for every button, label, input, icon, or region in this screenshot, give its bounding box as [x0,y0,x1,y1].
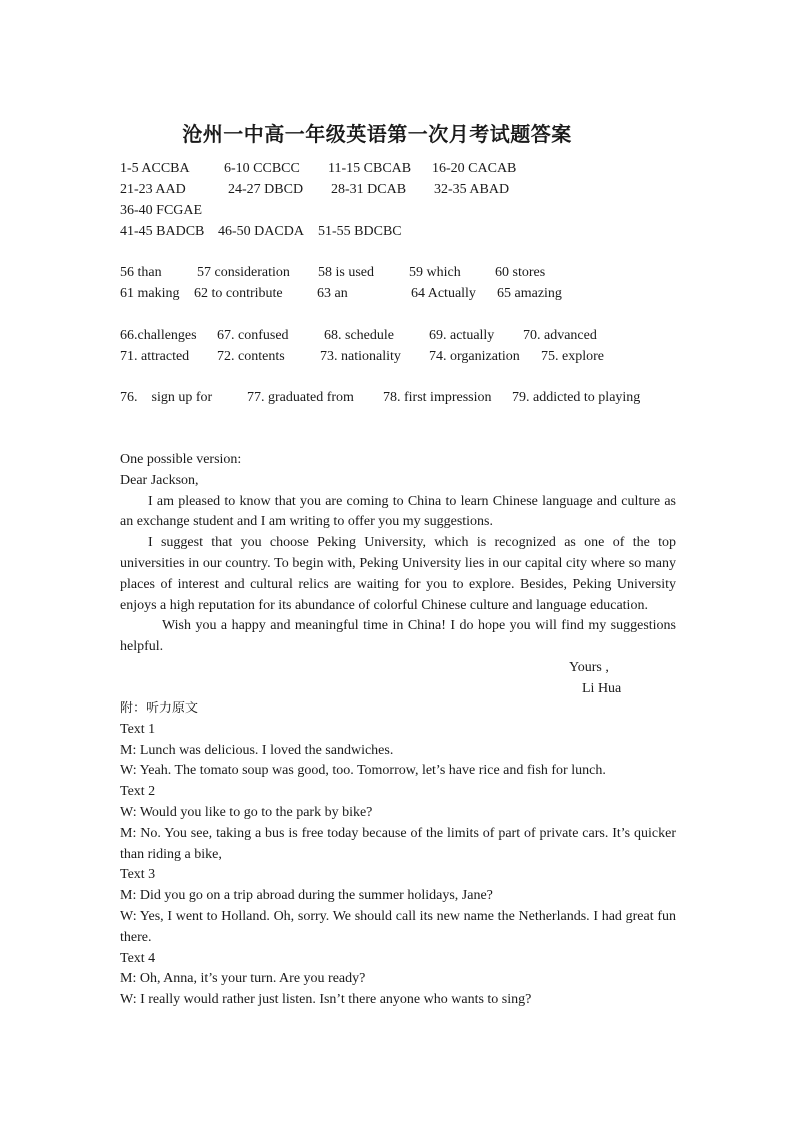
answer-item: 41-45 BADCB [120,224,205,239]
answer-item: 16-20 CACAB [432,161,517,176]
answer-item: 51-55 BDCBC [318,224,402,239]
transcript-line: W: Would you like to go to the park by bike? [120,804,373,820]
answer-item: 1-5 ACCBA [120,161,190,176]
answer-item: 65 amazing [497,286,562,301]
answer-item: 70. advanced [523,328,597,343]
answer-item: 63 an [317,286,348,301]
essay-greeting: Dear Jackson, [120,472,199,488]
answer-item: 24-27 DBCD [228,182,304,197]
transcript-line: W: Yeah. The tomato soup was good, too. Tomorrow, let’s have rice and fish for lunch. [120,763,606,779]
answer-item: 62 to contribute [194,286,283,301]
transcript-line: M: Lunch was delicious. I loved the sandwiches. [120,742,394,758]
answer-item: 72. contents [217,349,285,364]
answer-item: 67. confused [217,328,289,343]
essay-closing: Yours , [569,660,609,675]
answer-item: 64 Actually [411,286,476,301]
answer-item: 36-40 FCGAE [120,203,203,218]
transcript-line: W: I really would rather just listen. Isn’t there anyone who wants to sing? [120,992,532,1008]
answer-item: 59 which [409,265,461,280]
answer-item: 21-23 AAD [120,182,186,197]
answer-item: 78. first impression [383,390,492,405]
transcript-label: Text 4 [120,950,156,966]
answer-item: 11-15 CBCAB [328,161,412,176]
answer-item: 69. actually [429,328,495,343]
answer-item: 46-50 DACDA [218,224,304,239]
answer-item: 73. nationality [320,349,401,364]
sample-essay [120,450,676,658]
transcript-label: Text 1 [120,721,156,737]
answer-item: 56 than [120,265,162,280]
answer-item: 6-10 CCBCC [224,161,300,176]
transcript-line: M: No. You see, taking a bus is free today because of the limits of part of private cars. It’s quicker than riding a bike, [120,825,676,862]
answer-item: 61 making [120,286,180,301]
answer-item: 60 stores [495,265,546,280]
essay-paragraph: I am pleased to know that you are coming to China to learn Chinese language and culture as an exchange student and I am writing to offer you my suggestions. [120,493,676,530]
essay-intro: One possible version: [120,452,242,467]
answer-item: 66.challenges [120,328,197,343]
essay-paragraph: I suggest that you choose Peking University, which is recognized as one of the top universities in our country. To begin with, Peking University lies in our capital city where so many places of interest and cultural relics are waiting for you to explore. Besides, Peking University enjoys a high reputation for its abundance of colorful Chinese culture and language education. [120,535,676,613]
answer-item: 76. sign up for [120,390,213,405]
answer-item: 74. organization [429,349,520,364]
transcript-label: Text 2 [120,784,156,800]
answer-item: 75. explore [541,349,604,364]
answer-item: 68. schedule [324,328,394,343]
transcript-line: W: Yes, I went to Holland. Oh, sorry. We should call its new name the Netherlands. I had great fun there. [120,908,676,945]
page-title: 沧州一中高一年级英语第一次月考试题答案 [182,122,572,146]
answer-item: 28-31 DCAB [331,182,407,197]
listening-transcript [120,699,676,1011]
answer-item: 32-35 ABAD [434,182,510,197]
transcript-line: M: Oh, Anna, it’s your turn. Are you ready? [120,971,366,987]
answer-item: 58 is used [318,265,374,280]
transcript-line: M: Did you go on a trip abroad during the summer holidays, Jane? [120,888,493,904]
transcript-heading: 附：听力原文 [120,701,199,716]
answer-item: 57 consideration [197,265,290,280]
answer-item: 79. addicted to playing [512,390,641,405]
answer-item: 71. attracted [120,349,190,364]
essay-signature: Li Hua [582,681,622,696]
answer-item: 77. graduated from [247,390,354,405]
transcript-label: Text 3 [120,867,156,883]
essay-paragraph: Wish you a happy and meaningful time in China! I do hope you will find my suggestions helpful. [120,618,676,655]
